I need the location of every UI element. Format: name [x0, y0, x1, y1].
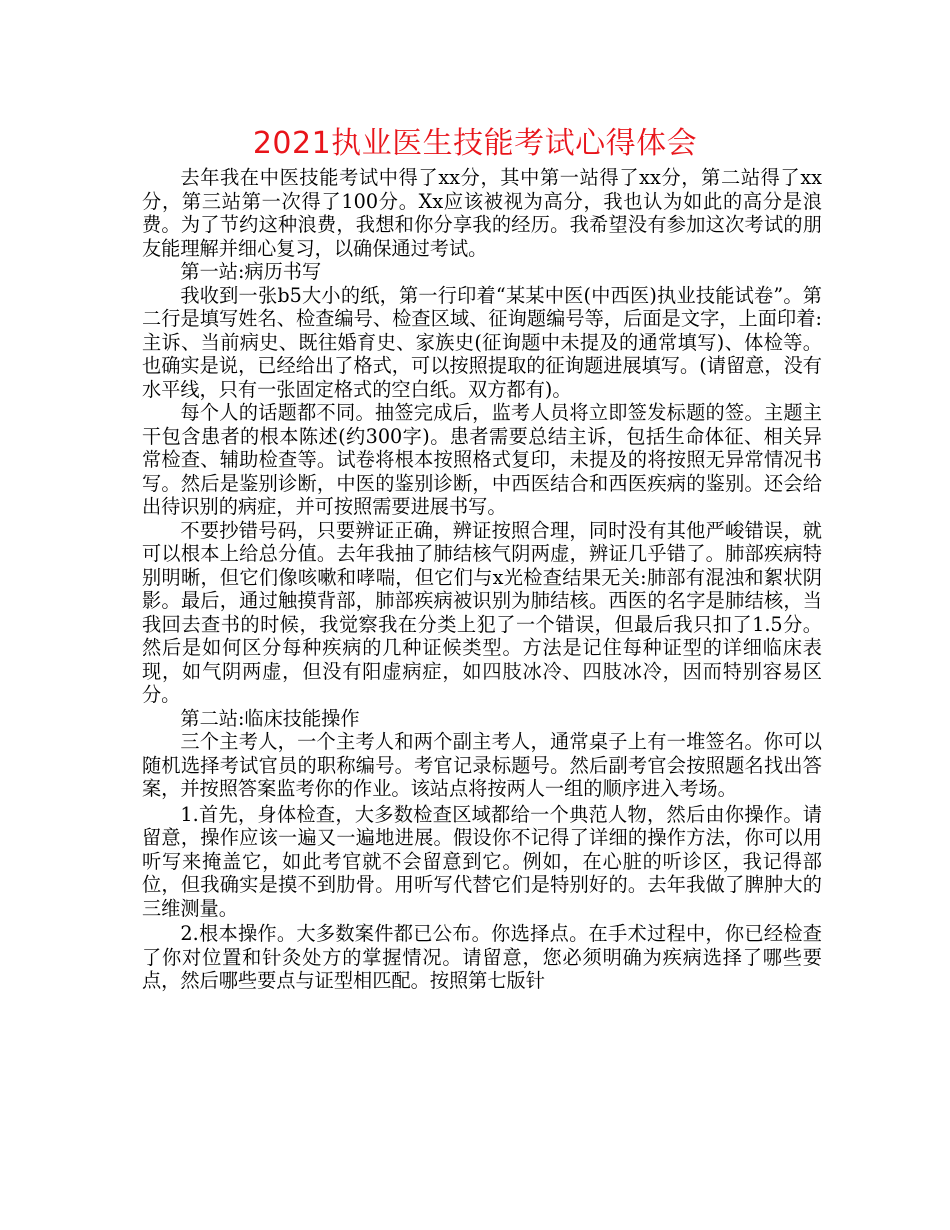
paragraph-examiners: 三个主考人，一个主考人和两个副主考人，通常桌子上有一堆签名。你可以随机选择考试官员的职称编号。考官记录标题号。然后副考官会按照题名找出答案，并按照答案监考你的作业。该站点将按两人一组的顺序进入考场。	[142, 730, 822, 800]
paragraph-scoring: 不要抄错号码，只要辨证正确，辨证按照合理，同时没有其他严峻错误，就可以根本上给总分值。去年我抽了肺结核气阴两虚，辨证几乎错了。肺部疾病特别明晰，但它们像咳嗽和哮喘，但它们与x光检查结果无关:肺部有混浊和絮状阴影。最后，通过触摸背部，肺部疾病被识别为肺结核。西医的名字是肺结核，当我回去查书的时候，我觉察我在分类上犯了一个错误，但最后我只扣了1.5分。然后是如何区分每种疾病的几种证候类型。方法是记住每种证型的详细临床表现，如气阴两虚，但没有阳虚病症，如四肢冰冷、四肢冰冷，因而特别容易区分。	[142, 518, 822, 706]
paragraph-intro: 去年我在中医技能考试中得了xx分，其中第一站得了xx分，第二站得了xx分，第三站第一次得了100分。Xx应该被视为高分，我也认为如此的高分是浪费。为了节约这种浪费，我想和你分享我的经历。我希望没有参加这次考试的朋友能理解并细心复习，以确保通过考试。	[142, 166, 822, 260]
section-heading-station-2: 第二站:临床技能操作	[180, 706, 360, 730]
paragraph-medical-record-paper: 我收到一张b5大小的纸，第一行印着“某某中医(中西医)执业技能试卷”。第二行是填写姓名、检查编号、检查区域、征询题编号等，后面是文字，上面印着:主诉、当前病史、既往婚育史、家族史(征询题中未提及的通常填写)、体检等。也确实是说，已经给出了格式，可以按照提取的征询题进展填写。(请留意，没有水平线，只有一张固定格式的空白纸。双方都有)。	[142, 283, 822, 401]
paragraph-basic-operation: 2.根本操作。大多数案件都已公布。你选择点。在手术过程中，你已经检查了你对位置和针灸处方的掌握情况。请留意，您必须明确为疾病选择了哪些要点，然后哪些要点与证型相匹配。按照第七版针	[142, 922, 822, 992]
paragraph-physical-exam: 1.首先，身体检查，大多数检查区域都给一个典范人物，然后由你操作。请留意，操作应该一遍又一遍地进展。假设你不记得了详细的操作方法，你可以用听写来掩盖它，如此考官就不会留意到它。例如，在心脏的听诊区，我记得部位，但我确实是摸不到肋骨。用听写代替它们是特别好的。去年我做了脾肿大的三维测量。	[142, 802, 822, 920]
section-heading-station-1: 第一站:病历书写	[180, 260, 322, 283]
paragraph-topics: 每个人的话题都不同。抽签完成后，监考人员将立即签发标题的签。主题主干包含患者的根本陈述(约300字)。患者需要总结主诉，包括生命体征、相关异常检查、辅助检查等。试卷将根本按照格式复印，未提及的将按照无异常情况书写。然后是鉴别诊断，中医的鉴别诊断，中西医结合和西医疾病的鉴别。还会给出待识别的病症，并可按照需要进展书写。	[142, 401, 822, 518]
document-body	[142, 166, 822, 993]
document-title: 2021执业医生技能考试心得体会	[252, 126, 698, 161]
